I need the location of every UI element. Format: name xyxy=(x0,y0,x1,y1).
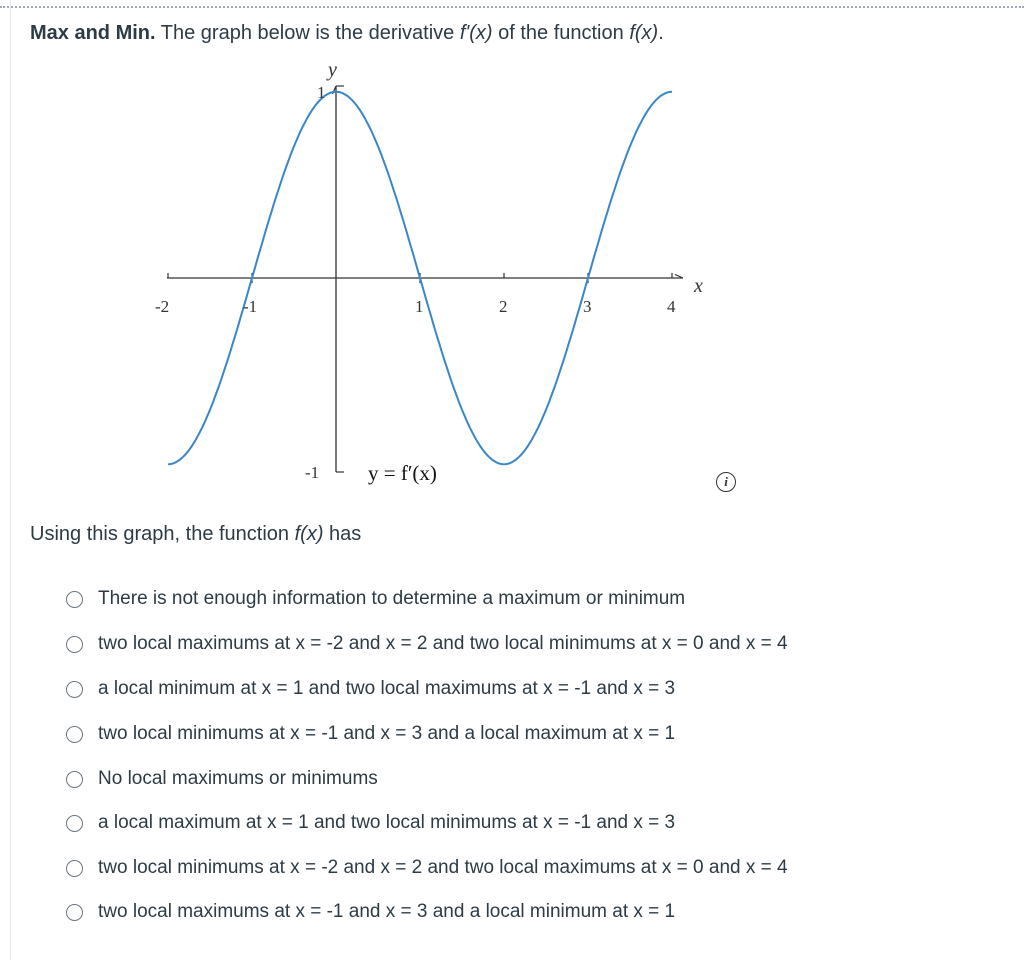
y-tick-label: 1 xyxy=(317,83,326,102)
left-margin-rule xyxy=(0,0,11,960)
x-tick-label: 4 xyxy=(667,297,676,316)
radio-button[interactable] xyxy=(66,904,83,921)
option-label: There is not enough information to determine a maximum or minimum xyxy=(98,588,686,609)
y-axis-label: y xyxy=(328,59,337,81)
x-tick-label: -2 xyxy=(155,297,170,316)
header-text-2: of the function xyxy=(492,22,630,44)
header-fprime: f'(x) xyxy=(459,22,493,44)
radio-button[interactable] xyxy=(66,860,83,877)
question-header xyxy=(30,20,664,46)
prompt-text-2: has xyxy=(323,523,362,545)
header-text-3: . xyxy=(658,22,664,44)
radio-button[interactable] xyxy=(66,726,83,743)
option-label: two local minimums at x = -2 and x = 2 and two local maximums at x = 0 and x = 4 xyxy=(98,857,788,878)
answer-option[interactable] xyxy=(66,810,675,836)
question-prompt xyxy=(30,521,361,547)
x-tick-label: 2 xyxy=(499,297,508,316)
answer-option[interactable] xyxy=(66,766,378,792)
question-title: Max and Min. xyxy=(30,22,156,44)
curve-label: y = f′(x) xyxy=(368,461,437,485)
x-tick-label: 1 xyxy=(415,297,424,316)
info-icon[interactable]: i xyxy=(716,472,736,492)
x-axis-label: x xyxy=(694,275,703,297)
y-tick-label: -1 xyxy=(305,463,320,482)
option-label: a local maximum at x = 1 and two local minimums at x = -1 and x = 3 xyxy=(98,812,676,833)
radio-button[interactable] xyxy=(66,771,83,788)
answer-option[interactable] xyxy=(66,676,675,702)
answer-option[interactable] xyxy=(66,899,675,925)
option-label: two local maximums at x = -1 and x = 3 and a local minimum at x = 1 xyxy=(98,901,676,922)
answer-option[interactable] xyxy=(66,631,788,657)
prompt-text-1: Using this graph, the function xyxy=(30,523,295,545)
answer-option[interactable] xyxy=(66,855,788,881)
option-label: No local maximums or minimums xyxy=(98,768,378,789)
radio-button[interactable] xyxy=(66,591,83,608)
header-text-1: The graph below is the derivative xyxy=(160,22,460,44)
derivative-graph xyxy=(150,52,710,492)
x-tick-label: -1 xyxy=(243,297,258,316)
header-f: f(x) xyxy=(629,22,659,44)
x-tick-label: 3 xyxy=(583,297,592,316)
option-label: two local minimums at x = -1 and x = 3 and a local maximum at x = 1 xyxy=(98,723,676,744)
prompt-f: f(x) xyxy=(294,523,324,545)
radio-button[interactable] xyxy=(66,636,83,653)
answer-option[interactable] xyxy=(66,586,685,612)
option-label: two local maximums at x = -2 and x = 2 and two local minimums at x = 0 and x = 4 xyxy=(98,633,788,654)
option-label: a local minimum at x = 1 and two local maximums at x = -1 and x = 3 xyxy=(98,678,676,699)
top-dotted-border xyxy=(0,6,1024,8)
radio-button[interactable] xyxy=(66,681,83,698)
answer-option[interactable] xyxy=(66,721,675,747)
radio-button[interactable] xyxy=(66,815,83,832)
